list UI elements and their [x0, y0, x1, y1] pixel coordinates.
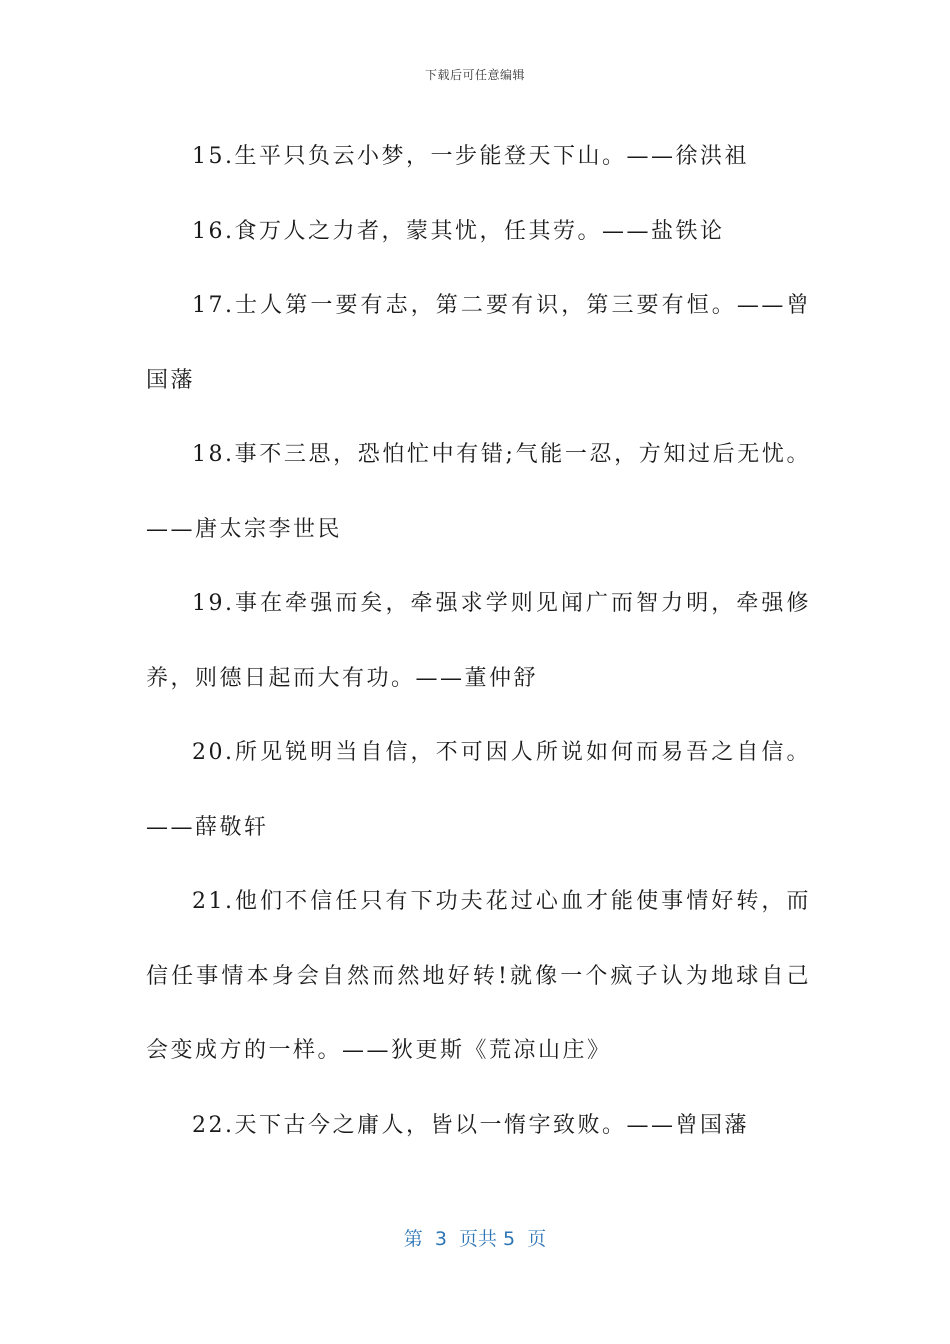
quote-item: 17.士人第一要有志，第二要有识，第三要有恒。——曾国藩: [146, 293, 811, 393]
header-note: 下载后可任意编辑: [424, 68, 525, 82]
quote-item: 18.事不三思，恐怕忙中有错;气能一忍，方知过后无忧。——唐太宗李世民: [146, 442, 811, 542]
page-number: 第 3 页共 5 页: [403, 1228, 547, 1250]
quote-item: 20.所见锐明当自信，不可因人所说如何而易吾之自信。——薛敬轩: [146, 740, 811, 840]
quote-item: 16.食万人之力者，蒙其忧，任其劳。——盐铁论: [192, 218, 725, 244]
quote-item: 21.他们不信任只有下功夫花过心血才能使事情好转，而信任事情本身会自然而然地好转!就像一个疯子认为地球自己会变成方的一样。——狄更斯《荒凉山庄》: [146, 889, 811, 1063]
quote-item: 19.事在牵强而矣，牵强求学则见闻广而智力明，牵强修养，则德日起而大有功。——董仲舒: [146, 591, 811, 691]
quote-list: [146, 120, 811, 1163]
quote-item: 15.生平只负云小梦，一步能登天下山。——徐洪祖: [192, 144, 749, 169]
quote-item: 22.天下古今之庸人，皆以一惰字致败。——曾国藩: [192, 1112, 749, 1138]
